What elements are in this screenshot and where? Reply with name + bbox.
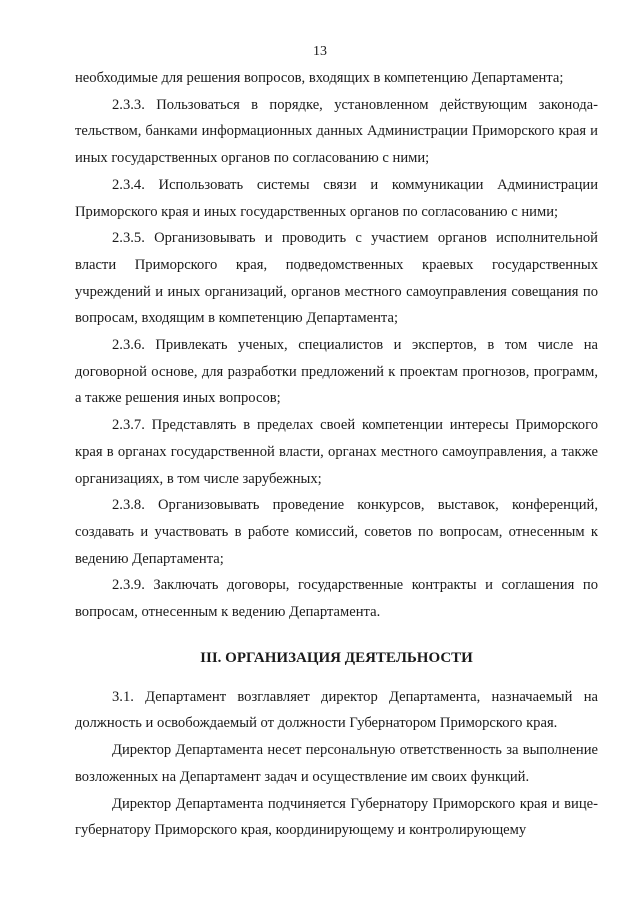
paragraphs-before bbox=[75, 65, 598, 626]
paragraphs-after bbox=[75, 684, 598, 844]
paragraph-2-3-8: 2.3.8. Организовывать проведение конкурсов, выставок, конференций, создавать и участвовать в работе комиссий, советов по вопросам, отнесенным к ведению Департамента; bbox=[75, 497, 598, 567]
paragraph-director-responsibility: Директор Департамента несет персональную ответственность за выполнение возложенных на Департамент задач и осуществление им своих функций. bbox=[75, 742, 598, 785]
paragraph-2-3-5: 2.3.5. Организовывать и проводить с участием органов исполнительной власти Приморского края, подведомственных краевых государственных учреждений и иных организаций, органов местного самоуправления совещания по вопросам, входящим в компетенцию Департамента; bbox=[75, 230, 598, 327]
section-heading: III. ОРГАНИЗАЦИЯ ДЕЯТЕЛЬНОСТИ bbox=[200, 649, 473, 666]
paragraph-2-3-9: 2.3.9. Заключать договоры, государственные контракты и соглашения по вопросам, отнесенным к ведению Департамента. bbox=[75, 577, 598, 621]
paragraph-director-subordination: Директор Департамента подчиняется Губернатору Приморского края и вице-губернатору Приморского края, координирующему и контролирующему bbox=[75, 795, 598, 839]
paragraph-2-3-3: 2.3.3. Пользоваться в порядке, установленном действующим законодательством, банками информационных данных Администрации Приморского края и иных государственных органов по согласованию с ними; bbox=[75, 96, 598, 167]
paragraph-3-1: 3.1. Департамент возглавляет директор Департамента, назначаемый на должность и освобождаемый от должности Губернатором Приморского края. bbox=[75, 688, 598, 732]
paragraph-2-3-7: 2.3.7. Представлять в пределах своей компетенции интересы Приморского края в органах государственной власти, органах местного самоуправления, а также организациях, в том числе зарубежных; bbox=[75, 417, 598, 487]
page-content bbox=[75, 65, 598, 844]
page-number: 13 bbox=[313, 44, 327, 59]
paragraph-2-3-4: 2.3.4. Использовать системы связи и коммуникации Администрации Приморского края и иных государственных органов по согласованию с ними; bbox=[75, 176, 598, 220]
paragraph-continuation: необходимые для решения вопросов, входящих в компетенцию Департамента; bbox=[75, 70, 564, 86]
paragraph-2-3-6: 2.3.6. Привлекать ученых, специалистов и экспертов, в том числе на договорной основе, для разработки предложений к проектам прогнозов, программ, а также решения иных вопросов; bbox=[75, 337, 598, 407]
